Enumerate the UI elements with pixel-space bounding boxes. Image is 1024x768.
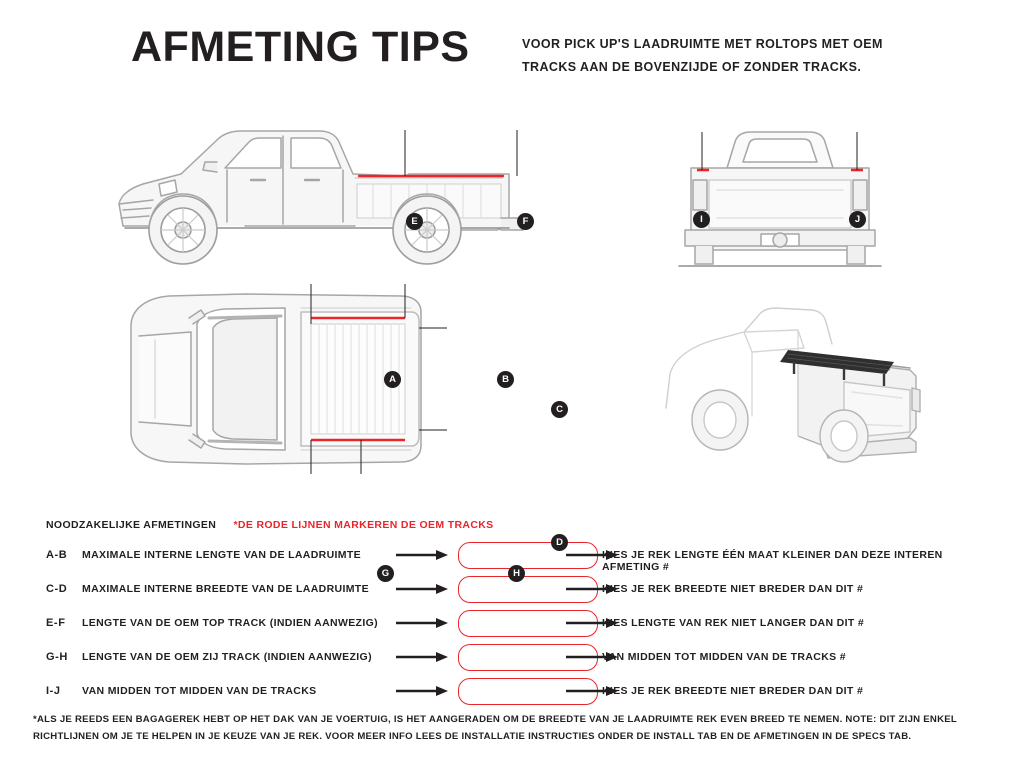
measurement-description: VAN MIDDEN TOT MIDDEN VAN DE TRACKS	[82, 685, 317, 697]
table-row	[46, 608, 986, 642]
truck-rear-view-illustration	[665, 118, 895, 283]
footnote: *ALS JE REEDS EEN BAGAGEREK HEBT OP HET DAK VAN JE VOERTUIG, IS HET AANGERADEN OM DE BREEDTE VAN JE LAADRUIMTE REK EVEN BREED TE NEMEN. NOTE: DIT ZIJN ENKEL RICHTLIJNEN OM JE TE HELPEN IN JE KEUZE VAN JE REK. VOOR MEER INFO LEES DE INSTALLATIE INSTRUCTIES ONDER DE INSTALL TAB EN DE AFMETINGEN IN DE SPECS TAB.	[33, 714, 957, 742]
page-subtitle: VOOR PICK UP'S LAADRUIMTE MET ROLTOPS MET OEM TRACKS AAN DE BOVENZIJDE OF ZONDER TRACKS.	[522, 37, 883, 75]
arrow-right-icon	[396, 651, 450, 663]
measurement-result: VAN MIDDEN TOT MIDDEN VAN DE TRACKS #	[602, 651, 846, 663]
measurement-code: I-J	[46, 685, 61, 697]
measurement-description: MAXIMALE INTERNE BREEDTE VAN DE LAADRUIMTE	[82, 583, 369, 595]
truck-side-view-illustration	[105, 118, 535, 288]
measurement-description: MAXIMALE INTERNE LENGTE VAN DE LAADRUIMTE	[82, 549, 361, 561]
callout-C: C	[551, 401, 568, 418]
table-row	[46, 676, 986, 710]
arrow-right-icon	[396, 685, 450, 697]
callout-D: D	[551, 534, 568, 551]
callout-E: E	[406, 213, 423, 230]
legend-label: NOODZAKELIJKE AFMETINGEN	[46, 519, 217, 531]
measurement-description: LENGTE VAN DE OEM ZIJ TRACK (INDIEN AANWEZIG)	[82, 651, 372, 663]
arrow-right-icon	[396, 583, 450, 595]
callout-H: H	[508, 565, 525, 582]
arrow-right-icon	[396, 549, 450, 561]
callout-G: G	[377, 565, 394, 582]
callout-A: A	[384, 371, 401, 388]
truck-rack-perspective-illustration	[648, 296, 938, 476]
truck-top-view-illustration	[105, 284, 535, 484]
measurement-code: A-B	[46, 549, 68, 561]
measurement-code: E-F	[46, 617, 66, 629]
measurement-result: KIES JE REK BREEDTE NIET BREDER DAN DIT #	[602, 583, 864, 595]
callout-B: B	[497, 371, 514, 388]
callout-I: I	[693, 211, 710, 228]
measurement-code: G-H	[46, 651, 68, 663]
callout-J: J	[849, 211, 866, 228]
arrow-right-icon	[396, 617, 450, 629]
measurement-result: KIES LENGTE VAN REK NIET LANGER DAN DIT #	[602, 617, 865, 629]
measurement-result: KIES JE REK BREEDTE NIET BREDER DAN DIT #	[602, 685, 864, 697]
legend-note: *DE RODE LIJNEN MARKEREN DE OEM TRACKS	[233, 519, 494, 531]
measurement-result: KIES JE REK LENGTE ÉÉN MAAT KLEINER DAN DEZE INTEREN AFMETING #	[602, 549, 943, 573]
measurement-code: C-D	[46, 583, 68, 595]
measurement-description: LENGTE VAN DE OEM TOP TRACK (INDIEN AANWEZIG)	[82, 617, 378, 629]
callout-F: F	[517, 213, 534, 230]
table-row	[46, 642, 986, 676]
legend	[46, 519, 494, 531]
page-title: AFMETING TIPS	[131, 23, 470, 71]
